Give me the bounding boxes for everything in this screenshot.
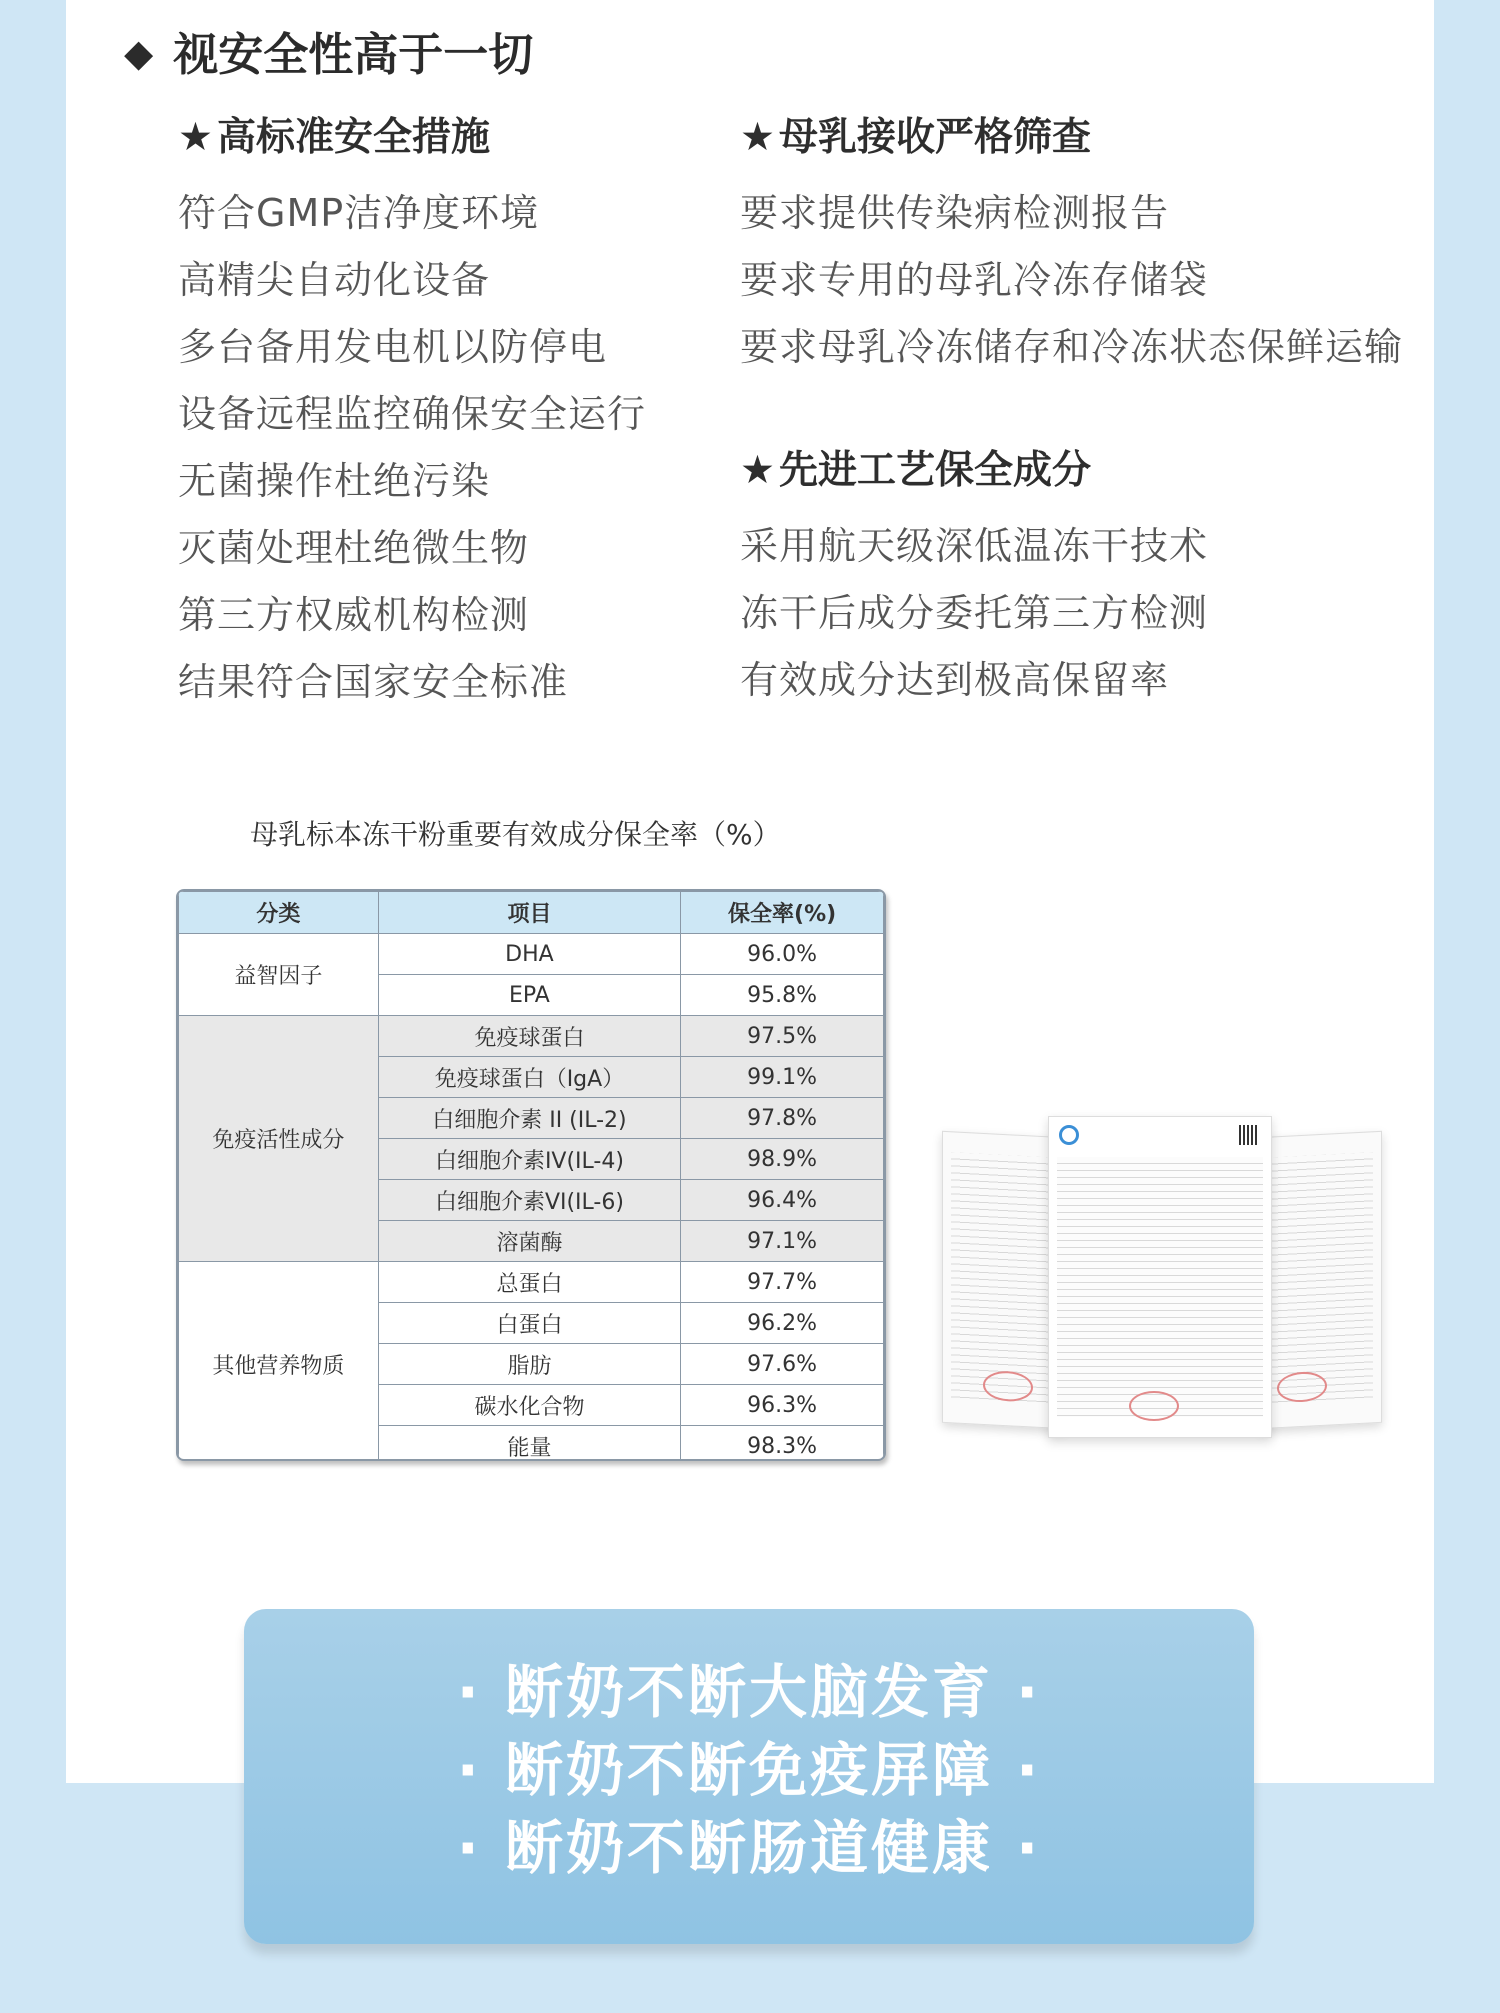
list-item: 要求母乳冷冻储存和冷冻状态保鲜运输 <box>740 325 1404 369</box>
star-icon: ★ <box>178 115 213 160</box>
star-icon: ★ <box>740 115 775 160</box>
list-item: 灭菌处理杜绝微生物 <box>178 526 530 570</box>
report-page-center <box>1048 1116 1272 1438</box>
page-title <box>124 18 533 83</box>
report-page-right <box>1260 1131 1382 1429</box>
list-item: 冻干后成分委托第三方检测 <box>740 591 1209 635</box>
milk-screening-block <box>740 106 1403 381</box>
item-cell: 能量 <box>378 1426 681 1462</box>
item-cell: 脂肪 <box>378 1344 681 1385</box>
column-header: 项目 <box>378 892 681 934</box>
rate-cell: 95.8% <box>681 975 884 1016</box>
item-cell: 碳水化合物 <box>378 1385 681 1426</box>
item-cell: 溶菌酶 <box>378 1221 681 1262</box>
process-list <box>740 513 1208 714</box>
category-cell: 益智因子 <box>179 934 379 1016</box>
item-cell: 白细胞介素VI(IL-6) <box>378 1180 681 1221</box>
safety-measures-list <box>178 180 646 716</box>
rate-cell: 96.0% <box>681 934 884 975</box>
list-item: 采用航天级深低温冻干技术 <box>740 524 1209 568</box>
rate-cell: 96.2% <box>681 1303 884 1344</box>
item-cell: 总蛋白 <box>378 1262 681 1303</box>
safety-measures-heading <box>178 106 646 162</box>
page-title-text: 视安全性高于一切 <box>173 28 534 81</box>
qr-code-icon <box>1239 1125 1259 1145</box>
milk-screening-heading-text: 母乳接收严格筛查 <box>778 115 1091 160</box>
table-row <box>179 1262 884 1303</box>
rate-cell: 98.3% <box>681 1426 884 1462</box>
item-cell: 白细胞介素IV(IL-4) <box>378 1139 681 1180</box>
list-item: 符合GMP洁净度环境 <box>178 191 540 235</box>
rate-cell: 97.6% <box>681 1344 884 1385</box>
rate-cell: 96.4% <box>681 1180 884 1221</box>
category-cell: 免疫活性成分 <box>179 1016 379 1262</box>
list-item: 要求专用的母乳冷冻存储袋 <box>740 258 1209 302</box>
star-icon: ★ <box>740 448 775 493</box>
item-cell: 免疫球蛋白 <box>378 1016 681 1057</box>
category-cell: 其他营养物质 <box>179 1262 379 1462</box>
rate-cell: 96.3% <box>681 1385 884 1426</box>
item-cell: EPA <box>378 975 681 1016</box>
list-item: 高精尖自动化设备 <box>178 258 491 302</box>
column-header: 分类 <box>179 892 379 934</box>
slogan-line: · 断奶不断大脑发育 · <box>456 1658 1042 1726</box>
list-item: 第三方权威机构检测 <box>178 593 530 637</box>
rate-cell: 97.1% <box>681 1221 884 1262</box>
milk-screening-list <box>740 180 1403 381</box>
list-item: 结果符合国家安全标准 <box>178 660 569 704</box>
item-cell: DHA <box>378 934 681 975</box>
rate-cell: 99.1% <box>681 1057 884 1098</box>
list-item: 要求提供传染病检测报告 <box>740 191 1170 235</box>
list-item: 无菌操作杜绝污染 <box>178 459 491 503</box>
item-cell: 白细胞介素 II (IL-2) <box>378 1098 681 1139</box>
slogan-line: · 断奶不断肠道健康 · <box>456 1814 1042 1882</box>
table-header-row <box>179 892 884 934</box>
process-block <box>740 439 1208 714</box>
rate-cell: 97.8% <box>681 1098 884 1139</box>
list-item: 有效成分达到极高保留率 <box>740 658 1170 702</box>
report-page-left <box>942 1131 1064 1429</box>
diamond-icon: ◆ <box>124 31 154 75</box>
slogan-line: · 断奶不断免疫屏障 · <box>456 1736 1042 1804</box>
process-heading-text: 先进工艺保全成分 <box>778 448 1091 493</box>
rate-cell: 98.9% <box>681 1139 884 1180</box>
rate-cell: 97.5% <box>681 1016 884 1057</box>
list-item: 多台备用发电机以防停电 <box>178 325 608 369</box>
report-logo-icon <box>1059 1125 1079 1145</box>
safety-measures-block <box>178 106 646 716</box>
safety-measures-heading-text: 高标准安全措施 <box>216 115 490 160</box>
retention-table <box>176 889 886 1461</box>
test-report-documents <box>942 1110 1382 1500</box>
list-item: 设备远程监控确保安全运行 <box>178 392 647 436</box>
table-row <box>179 934 884 975</box>
rate-cell: 97.7% <box>681 1262 884 1303</box>
milk-screening-heading <box>740 106 1403 162</box>
item-cell: 免疫球蛋白（IgA） <box>378 1057 681 1098</box>
process-heading <box>740 439 1208 495</box>
column-header: 保全率(%) <box>681 892 884 934</box>
table-caption: 母乳标本冻干粉重要有效成分保全率（%） <box>250 818 781 851</box>
table-row <box>179 1016 884 1057</box>
item-cell: 白蛋白 <box>378 1303 681 1344</box>
slogan-banner <box>244 1609 1254 1944</box>
